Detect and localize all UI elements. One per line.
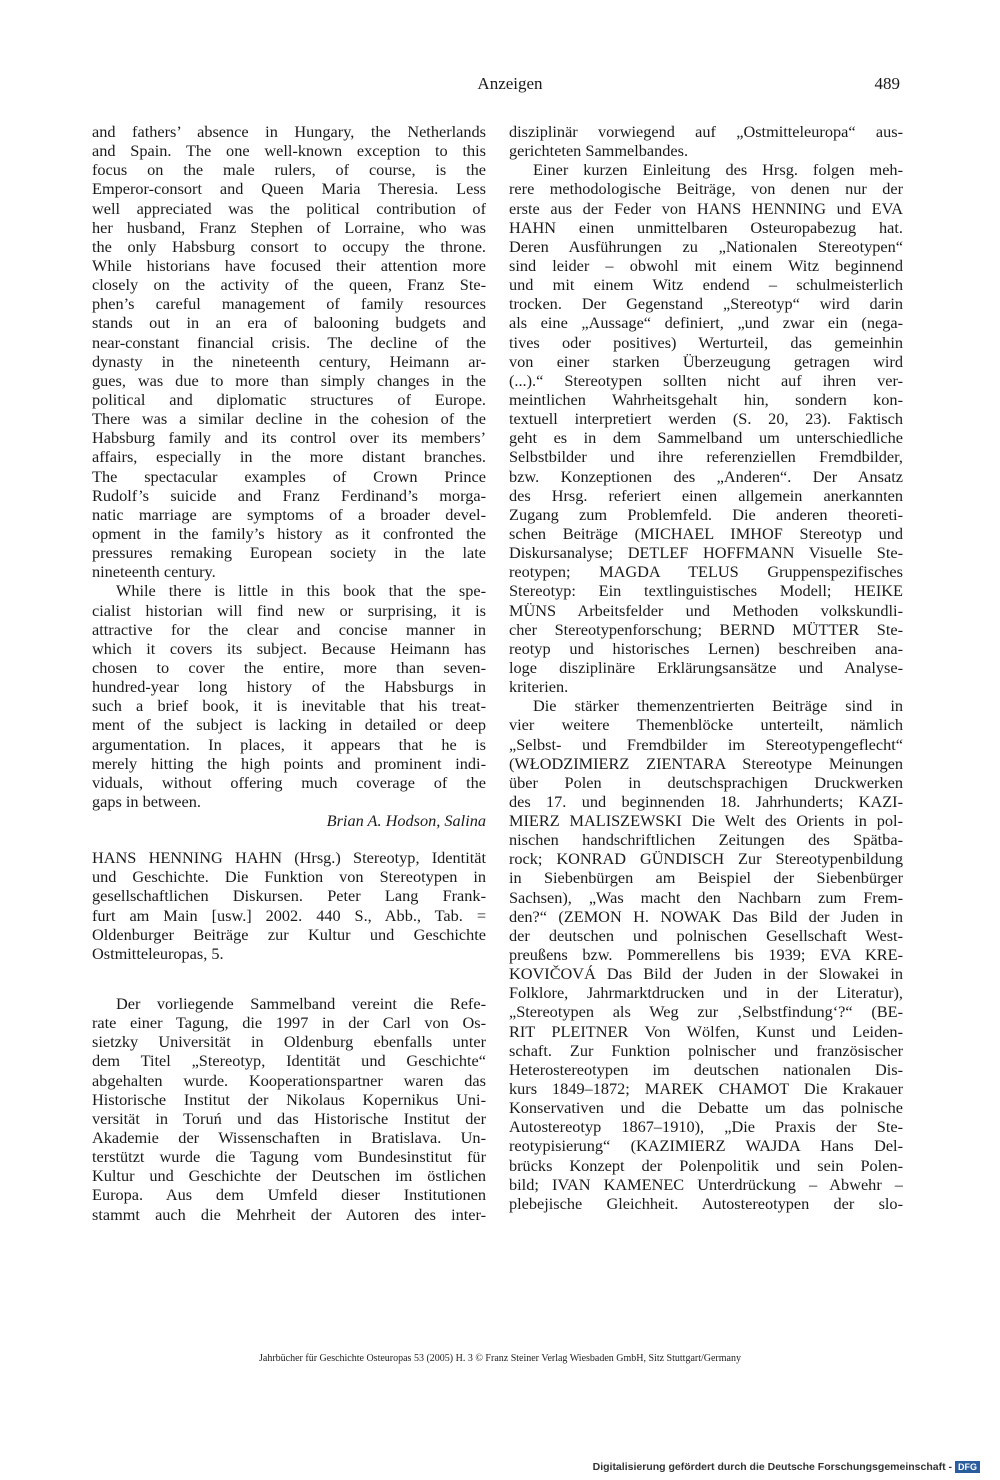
text-line: chosen to cover the entire, more than seven- <box>92 657 486 677</box>
text-line: des 17. und beginnenden 18. Jahrhunderts; KAZI- <box>509 791 903 811</box>
text-line: Stereotyp: Ein textlinguistisches Modell; HEIKE <box>509 581 903 601</box>
text-line: gaps in between. <box>92 791 201 811</box>
text-line: geht es in dem Sammelband um unterschiedliche <box>509 428 903 448</box>
dfg-funding-notice <box>560 1461 980 1473</box>
text-line: There was a similar decline in the cohesion of the <box>92 409 486 429</box>
text-line: furt am Main [usw.] 2002. 440 S., Abb., Tab. = <box>92 905 486 925</box>
text-line: Europa. Aus dem Umfeld dieser Institutionen <box>92 1185 486 1205</box>
text-line: such a brief book, it is inevitable that his treat- <box>92 696 486 716</box>
right-column <box>509 122 903 1213</box>
text-line: phen’s careful management of family resources <box>92 294 486 314</box>
text-line: Zugang zum Problemfeld. Die anderen theoreti- <box>509 504 903 524</box>
running-header: Anzeigen <box>477 74 543 93</box>
text-line: gerichteten Sammelbandes. <box>509 141 689 161</box>
dfg-notice-text: Digitalisierung gefördert durch die Deutsche Forschungsgemeinschaft - <box>592 1461 952 1473</box>
text-line: Ostmitteleuropas, 5. <box>92 943 224 963</box>
text-line: des Hrsg. referiert einen allgemein anerkannten <box>509 485 903 505</box>
text-line: dynasty in the nineteenth century, Heimann ar- <box>92 351 486 371</box>
text-line: (...).“ Stereotypen sollten nicht auf ihren ver- <box>509 370 903 390</box>
text-line: erste aus der Feder von HANS HENNING und EVA <box>509 198 903 218</box>
paragraph-gap <box>92 963 486 994</box>
text-line: kurs 1849–1872; MAREK CHAMOT Die Krakauer <box>509 1079 903 1099</box>
text-line: MIERZ MALISZEWSKI Die Welt des Orients in pol- <box>509 811 903 831</box>
text-line: Konservativen und die Debatte um das polnische <box>509 1098 903 1118</box>
text-line: rock; KONRAD GÜNDISCH Zur Stereotypenbildung <box>509 849 903 869</box>
text-line: Akademie der Wissenschaften in Bratislava. Un- <box>92 1128 486 1148</box>
text-line: Heterostereotypen im deutschen nationalen Dis- <box>509 1059 903 1079</box>
text-line: und Geschichte. Die Funktion von Stereotypen in <box>92 867 486 887</box>
text-line: and Spain. The one well-known exception to this <box>92 141 486 161</box>
text-line: Deren Ausführungen zu „Nationalen Stereotypen“ <box>509 236 903 256</box>
text-line: Oldenburger Beiträge zur Kultur und Geschichte <box>92 924 486 944</box>
text-line: cialist historian will find new or surprising, it is <box>92 600 486 620</box>
text-line: argumentation. In places, it appears that he is <box>92 734 486 754</box>
text-line: sind leider – obwohl mit einem Witz beginnend <box>509 255 903 275</box>
text-line: gesellschaftlichen Diskursen. Peter Lang Frank- <box>92 886 486 906</box>
text-line: near-constant financial crisis. The decline of the <box>92 332 486 352</box>
text-line: „Selbst- und Fremdbilder im Stereotypengeflecht“ <box>509 734 903 754</box>
text-line: tives oder positives) Werturteil, das gemeinhin <box>509 332 903 352</box>
text-line: brücks Konzept der Polenpolitik und sein Polen- <box>509 1155 903 1175</box>
text-line: HANS HENNING HAHN (Hrsg.) Stereotyp, Identität <box>92 848 486 868</box>
text-line: well appreciated was the political contribution of <box>92 198 486 218</box>
text-line: sietzky Universität in Oldenburg ebenfalls unter <box>92 1032 486 1052</box>
text-line: pressures remaking European society in the late <box>92 543 486 563</box>
text-line: (WŁODZIMIERZ ZIENTARA Stereotype Meinungen <box>509 753 903 773</box>
text-line: hundred-year long history of the Habsburgs in <box>92 677 486 697</box>
reviewer-signature: Brian A. Hodson, Salina <box>326 811 486 831</box>
text-line: und mit einem Witz endend – schulmeisterlich <box>509 275 903 295</box>
text-line: nischen handschriftlichen Zeitungen des Spätba- <box>509 830 903 850</box>
text-line: Kultur und Geschichte der Deutschen im östlichen <box>92 1166 486 1186</box>
text-line: HAHN einen unmittelbaren Osteuropabezug hat. <box>509 217 903 237</box>
text-line: ment of the subject is lacking in detailed or deep <box>92 715 486 735</box>
text-line: While historians have focused their attention more <box>92 255 486 275</box>
text-line: bild; IVAN KAMENEC Unterdrückung – Abwehr – <box>509 1174 903 1194</box>
text-line: plebejische Gleichheit. Autostereotypen der slo- <box>509 1193 903 1213</box>
text-line: MÜNS Arbeitsfelder und Methoden volkskundli- <box>509 600 903 620</box>
text-line: den?“ (ZEMON H. NOWAK Das Bild der Juden in <box>509 906 903 926</box>
text-line: dem Titel „Stereotyp, Identität und Geschichte“ <box>92 1051 486 1071</box>
text-line: schaft. Zur Funktion polnischer und französischer <box>509 1040 903 1060</box>
text-line: stands out in an era of balooning budgets and <box>92 313 486 333</box>
paragraph-gap <box>92 830 486 848</box>
text-line: bzw. Konzeptionen des „Anderen“. Der Ansatz <box>509 466 903 486</box>
text-line: political and diplomatic structures of Europe. <box>92 389 486 409</box>
page-number: 489 <box>874 74 900 93</box>
text-line: KOVIČOVÁ Das Bild der Juden in der Slowakei in <box>509 964 903 984</box>
text-line: viduals, without offering much coverage of the <box>92 772 486 792</box>
left-column <box>92 122 486 1224</box>
text-line: Diskursanalyse; DETLEF HOFFMANN Visuelle Ste- <box>509 543 903 563</box>
text-line: loge disziplinäre Erklärungsansätze und Analyse- <box>509 657 903 677</box>
text-line: and fathers’ absence in Hungary, the Netherlands <box>92 122 486 141</box>
text-line: natic marriage are symptoms of a broader devel- <box>92 504 486 524</box>
text-line: rere methodologische Beiträge, von denen nur der <box>509 179 903 199</box>
text-line: merely hitting the high points and prominent indi- <box>92 753 486 773</box>
text-line: preußens bzw. Pommerellens bis 1939; EVA KRE- <box>509 945 903 965</box>
text-line: attractive for the clear and concise manner in <box>92 619 486 639</box>
text-line: Der vorliegende Sammelband vereint die Refe- <box>116 994 486 1014</box>
text-line: kriterien. <box>509 677 569 697</box>
text-line: closely on the activity of the queen, Franz Ste- <box>92 275 486 295</box>
text-line: Emperor-consort and Queen Maria Theresia. Less <box>92 179 486 199</box>
text-line: Einer kurzen Einleitung des Hrsg. folgen meh- <box>533 160 903 180</box>
text-line: in Siebenbürgen am Beispiel der Siebenbürger <box>509 868 903 888</box>
text-line: disziplinär vorwiegend auf „Ostmitteleuropa“ aus- <box>509 122 903 141</box>
text-line: Sachsen), „Was macht den Nachbarn zum Frem- <box>509 887 903 907</box>
text-line: gues, was due to more than simply changes in the <box>92 370 486 390</box>
text-line: affairs, especially in the more distant branches. <box>92 447 486 467</box>
text-line: While there is little in this book that the spe- <box>116 581 486 601</box>
text-line: the only Habsburg consort to occupy the throne. <box>92 236 486 256</box>
text-line: abgehalten wurde. Kooperationspartner waren das <box>92 1070 486 1090</box>
text-line: rate einer Tagung, die 1997 in der Carl von Os- <box>92 1013 486 1033</box>
text-line: Rudolf’s suicide and Franz Ferdinand’s morga- <box>92 485 486 505</box>
text-line: stammt auch die Mehrheit der Autoren des inter- <box>92 1204 486 1224</box>
text-line: als eine „Aussage“ definiert, „und zwar ein (nega- <box>509 313 903 333</box>
text-line: der deutschen und polnischen Gesellschaft West- <box>509 925 903 945</box>
text-line: versität in Toruń und das Historische Institut der <box>92 1108 486 1128</box>
text-line: von einer starken Überzeugung getragen wird <box>509 351 903 371</box>
text-line: reotyp und historisches Lernen) beschreiben ana- <box>509 638 903 658</box>
text-line: nineteenth century. <box>92 562 216 582</box>
journal-footer: Jahrbücher für Geschichte Osteuropas 53 (2005) H. 3 © Franz Steiner Verlag Wiesbaden GmbH, Sitz Stuttgart/Germany <box>259 1353 741 1364</box>
text-line: The spectacular examples of Crown Prince <box>92 466 486 486</box>
text-line: terstützt wurde die Tagung vom Bundesinstitut für <box>92 1147 486 1167</box>
text-line: über Polen in deutschsprachigen Druckwerken <box>509 772 903 792</box>
text-line: Die stärker themenzentrierten Beiträge sind in <box>533 696 903 716</box>
text-line: which it covers its subject. Because Heimann has <box>92 638 486 658</box>
text-line: Historische Institut der Nikolaus Kopernikus Uni- <box>92 1089 486 1109</box>
text-line: Selbstbilder und ihre referenziellen Fremdbilder, <box>509 447 903 467</box>
text-line: schen Beiträge (MICHAEL IMHOF Stereotyp und <box>509 523 903 543</box>
text-line: Habsburg family and its control over its members’ <box>92 428 486 448</box>
text-line: trocken. Der Gegenstand „Stereotyp“ wird darin <box>509 294 903 314</box>
text-line: textuell interpretiert werden (S. 20, 23). Faktisch <box>509 409 903 429</box>
text-line: her husband, Franz Stephen of Lorraine, who was <box>92 217 486 237</box>
text-line: cher Stereotypenforschung; BERND MÜTTER Ste- <box>509 619 903 639</box>
dfg-logo: DFG <box>955 1461 980 1473</box>
text-line: „Stereotypen als Weg zur ‚Selbstfindung‘?“ (BE- <box>509 1002 903 1022</box>
text-line: Folklore, Jahrmarktdrucken und in der Literatur), <box>509 983 903 1003</box>
text-line: vier weitere Themenblöcke unterteilt, nämlich <box>509 715 903 735</box>
text-line: reotypisierung“ (KAZIMIERZ WAJDA Hans Del- <box>509 1136 903 1156</box>
text-line: opment in the family’s history as it confronted the <box>92 523 486 543</box>
text-line: reotypen; MAGDA TELUS Gruppenspezifisches <box>509 562 903 582</box>
text-line: focus on the male rulers, of course, is the <box>92 160 486 180</box>
text-line: meintlichen Wahrheitsgehalt hin, sondern kon- <box>509 389 903 409</box>
text-line: Autostereotyp 1867–1910), „Die Praxis der Ste- <box>509 1117 903 1137</box>
text-line: RIT PLEITNER Von Wölfen, Kunst und Leiden- <box>509 1021 903 1041</box>
